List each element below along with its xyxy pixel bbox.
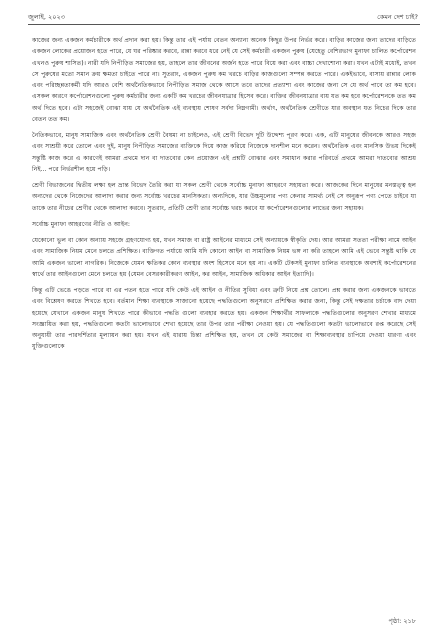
paragraph-2: নৈতিকভাবে, মানুষ সামাজিক এবং অর্থনৈতিক শ্রেণী বৈষম্য না চাইলেও, এই শ্রেণী বিভেদ দুটি উদ্দেশ্য পূরণ করে। এক, এটি মানুষের জীবনকে আরও সহজ এবং সাশ্রয়ী করে তোলে এবং দুই, মানুষ নিপীড়িত সমাজের ব্যক্তিকে দিয়ে কাজ করিয়ে নিজেকে দানশীল মনে করেন। অর্থনৈতিক এবং মানসিক উভয় দিকেই সন্তুষ্টি কাজ করে এ কারণেই আমরা প্রথমে দান বা দাতব্যের কেন প্রয়োজন এই প্রশ্নটি বোঝার এবং সমাধান করার পরিবর্তে প্রথমে আমরা দাতব্যের আশ্রয় নিই... পরে নির্ভরশীল হয়ে পড়ি। xyxy=(32,132,416,174)
paragraph-4: যেকোনো ভুল বা কোন অন্যায় সহজে গ্রহণযোগ্য হয়, যখন সমাজ বা রাষ্ট্র আইনের মাধ্যমে সেই অন্যায়কে স্বীকৃতি দেয়। আর আমরা সততা পরীক্ষা নামে আইন এবং সামাজিক নিয়ম মেনে চলতে প্রশিক্ষিত। ব্যক্তিগত পর্যায়ে আমি যদি কোনো আইন বা সামাজিক নিয়ম ভঙ্গ না করি তাহলে আমি এই ভেবে সন্তুষ্ট থাকি যে আমি একজন ভালো নাগরিক। নিজেকে যেমন ক্ষতিকর কোন ব্যবস্থার অংশ হিসেবে মনে হয় না। একটি টেকসই মুনাফা চালিত ব্যবস্থাকে অবশ্যই কর্পোরেশনের স্বার্থে তার আইনগুলো মেনে চলতে হয় (যেমন বেসরকারীকরণ আইন, কর আইন, সামাজিক অধিকার আইন ইত্যাদি)। xyxy=(32,236,416,278)
page-body xyxy=(32,35,416,358)
header-title: কেমন দেশ চাই? xyxy=(377,13,418,21)
header-date: জুলাই, ২০২৩ xyxy=(28,13,65,21)
page-number: পৃষ্ঠা: ২১৮ xyxy=(388,617,416,625)
header-divider xyxy=(28,24,420,25)
paragraph-3: শ্রেণী বিভাজনের দ্বিতীয় লক্ষ্য হল ভ্রান্ত বিভেদ তৈরি করা যা সকল শ্রেণী থেকে সর্বোচ্চ মুনাফা আহরণে সহায়তা করে। আজকের দিনে মানুষের মনস্তত্ত্ব হল অন্যদের থেকে নিজেদের আলাদা করার জন্য সর্বোচ্চ খরচের মানসিকতা। অন্যদিকে, যার উচ্চমূল্যের পণ্য কেনার সামর্থ্য নেই সে অনুরূপ পণ্য পেতে চাইবে যা তাকে তার নীচের শ্রেণীর থেকে আলাদা করবে। সুতরাং, প্রতিটি শ্রেণী তার সর্বোচ্চ খরচ করবে যা কর্পোরেশনগুলোর লাভের জন্য সহায়ক। xyxy=(32,182,416,212)
paragraph-1: কাজের জন্য একজন কর্মচারীকে অর্থ প্রদান করা হয়। কিন্তু তার এই পর্যায় বেতন অন্যান্য অনেক কিছুর উপর নির্ভর করে। বাড়ির কাজের জন্য তাদের বাড়িতে একজন লোকের প্রয়োজন হতে পারে, যে ঘর পরিষ্কার করবে, রান্না করবে ধরে নেই যে সেই কর্মচারী একজন পুরুষ (যেহেতু বেশিরভাগ মুনাফা চালিত কর্পোরেশন এখনও পুরুষ শাসিত)। নারী যদি নিপীড়িত সমাজের হয়, তাহলে তার জীবনের অর্জন হতে পারে বিয়ে করা এবং বাচ্চা দেখাশোনা করা। যখন এটাই মধ্যেই, তখন সে পুরুষের মতো সমান ক্রয় ক্ষমতা চাইতে পারে না। সুতরাং, একজন পুরুষ কম খরচে বাড়ির কাজগুলো সম্পন্ন করতে পারে। একইভাবে, বাসায় রান্নার লোক এবং পরিচ্ছন্নতাকর্মী যদি আরও বেশি অর্থনৈতিকভাবে নিপীড়িত সমাজ থেকে আসে তবে তাদের প্রত্যাশা এবং কাজের জন্য সে যে অর্থ পাবে তা কম হবে। এসকল কারণে কর্পোরেশনগুলো পুরুষ কর্মচারীর জন্য একটি কম খরচের জীবনযাত্রার হিসেব করে। ব্যক্তির জীবনযাত্রার ব্যয় যত কম হবে কর্পোরেশনকে তত কম অর্থ দিতে হবে। এটা সহজেই বোঝা যায় যে অর্থনৈতিক এই ব্যবস্থায় শোষণ সর্বদা নিম্নগামী। অর্থাৎ, অর্থনৈতিক শ্রেণীতে যার অবস্থান যত নিচের দিকে তার বেতন তত কম। xyxy=(32,37,416,124)
section-heading: সর্বোচ্চ মুনাফা আহরণের নীতি ও আইন: xyxy=(32,220,130,228)
paragraph-5: কিন্তু এটি ভেঙে পড়তে পারে বা এর পতন হতে পারে যদি কেউ এই আইন ও নীতির সুবিধা এবং ত্রুটি নিয়ে প্রশ্ন তোলে। প্রশ্ন করার জন্য একজনকে ভাবতে এবং বিশ্লেষণ করতে শিখতে হবে। বর্তমান শিক্ষা ব্যবস্থাকে সাজানো হয়েছে পদ্ধতিগুলো অনুসরণে প্রশিক্ষিত করার জন্য, কিন্তু সেই দক্ষতার চর্চাকে বাদ দেয়া হয়েছে যেখানে একজন মানুষ শিখতে পারে কীভাবে পদ্ধতি গুলো ব্যবহার করতে হয়। একজন শিক্ষার্থীর সাফল্যকে পদ্ধতিগুলোর অনুসরণ শেখার মাধ্যমে সংজ্ঞায়িত করা হয়, পদ্ধতিগুলো কতটা ভালোভাবে শেখা হয়েছে তার উপর তার পরীক্ষা নেওয়া হয়। যে পদ্ধতিগুলো কতটা ভালোভাবে রপ্ত করেছে সেই অনুযায়ী তার পারদর্শিতার মূল্যায়ন করা হয়। যখন এই ধারায় চিন্তা প্রশিক্ষিত হয়, তখন যে কেউ সমাজের বা শিক্ষাব্যবস্থার চাপিয়ে দেওয়া ধারণা এবং যুক্তিগুলোকে xyxy=(32,286,416,351)
